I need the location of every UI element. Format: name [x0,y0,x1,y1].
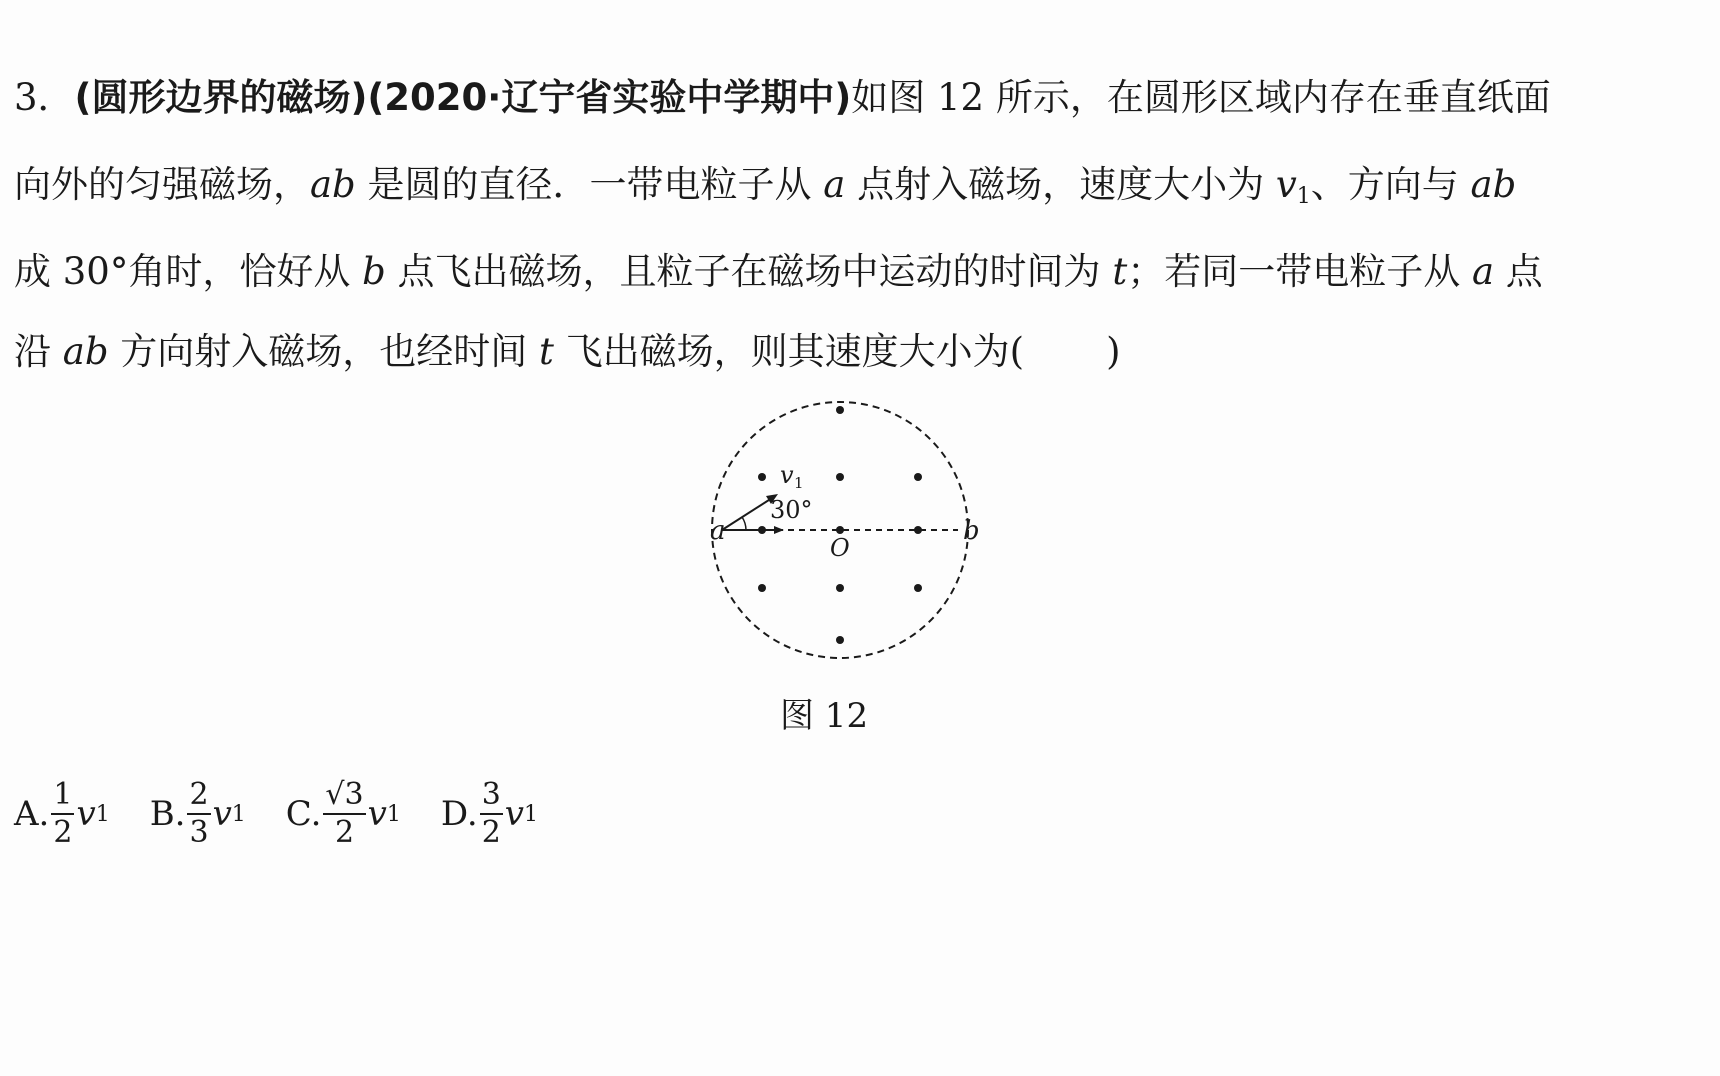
problem-text: 点射入磁场，速度大小为 [845,163,1276,206]
label-a: a [710,516,726,546]
option-var-sub: 1 [386,801,401,827]
numerator: √3 [323,780,365,815]
problem-statement [14,58,1654,392]
problem-line-1 [14,58,1654,138]
label-b: b [963,516,980,546]
label-v: v [780,461,794,489]
field-dot [914,526,922,534]
problem-text: 飞出磁场，则其速度大小为( [553,330,1025,373]
option-a[interactable] [14,777,110,850]
field-dots [758,406,922,644]
problem-topic: (圆形边界的磁场) [74,76,368,119]
field-dot [914,473,922,481]
numerator: 1 [51,780,74,815]
denominator: 2 [481,815,501,850]
problem-text: ) [1106,330,1121,373]
label-o: O [830,534,850,562]
fraction [51,777,74,850]
var-t: t [539,330,554,373]
problem-text: 、方向与 [1310,163,1471,206]
option-var-sub: 1 [231,801,246,827]
option-letter: C. [285,794,322,834]
field-dot [836,636,844,644]
option-var-sub: 1 [95,801,110,827]
var-b: b [362,250,386,293]
angle-arc [742,517,746,530]
var-a: a [1471,250,1495,293]
label-angle: 30° [770,496,813,524]
velocity-v1-arrow [722,498,772,530]
problem-line-2 [14,138,1654,232]
field-dot [836,584,844,592]
var-ab: ab [310,163,356,206]
field-dot [758,526,766,534]
option-var: v [504,794,525,834]
var-ab: ab [62,330,109,373]
problem-text: 向外的匀强磁场， [14,163,310,206]
field-dot [914,584,922,592]
option-letter: D. [440,794,478,834]
problem-line-4 [14,312,1654,392]
problem-number: 3． [14,76,75,119]
option-d[interactable] [440,777,539,850]
field-dot [836,526,844,534]
denominator: 3 [189,815,209,850]
figure-caption: 图 12 [780,696,869,736]
var-ab: ab [1470,163,1517,206]
field-dot [836,406,844,414]
answer-options [14,777,539,850]
var-v: v [1275,163,1297,206]
fraction [480,777,503,850]
option-var: v [212,794,232,834]
option-b[interactable] [149,777,246,850]
problem-text: 方向射入磁场，也经时间 [108,330,540,373]
problem-text: 成 30°角时，恰好从 [14,250,363,293]
fraction [187,777,210,850]
var-v-sub: 1 [1296,184,1311,209]
problem-text: 沿 [14,330,63,373]
option-var-sub: 1 [524,801,539,827]
field-dot [758,584,766,592]
problem-text: 是圆的直径．一带电粒子从 [355,163,824,206]
option-letter: A. [14,794,50,834]
numerator: 3 [480,780,503,815]
denominator: 2 [53,815,73,850]
field-dot [758,473,766,481]
option-c[interactable] [285,777,401,850]
field-diagram [680,395,1000,665]
label-v-sub: 1 [794,474,804,492]
denominator: 2 [334,815,355,850]
fraction [323,777,365,850]
arrowhead [774,526,784,534]
option-letter: B. [149,794,186,834]
problem-text: 如图 12 所示，在圆形区域内存在垂直纸面 [851,76,1551,119]
problem-text: 点飞出磁场，且粒子在磁场中运动的时间为 [385,250,1113,293]
numerator: 2 [187,780,210,815]
option-var: v [76,794,96,834]
problem-text: 点 [1494,250,1543,293]
problem-text: ；若同一带电粒子从 [1127,250,1472,293]
problem-line-3 [14,232,1654,312]
var-t: t [1112,250,1128,293]
magnetic-field-figure [680,395,1000,665]
var-a: a [823,163,846,206]
problem-source: (2020·辽宁省实验中学期中) [367,76,852,119]
option-var: v [367,794,387,834]
field-dot [836,473,844,481]
